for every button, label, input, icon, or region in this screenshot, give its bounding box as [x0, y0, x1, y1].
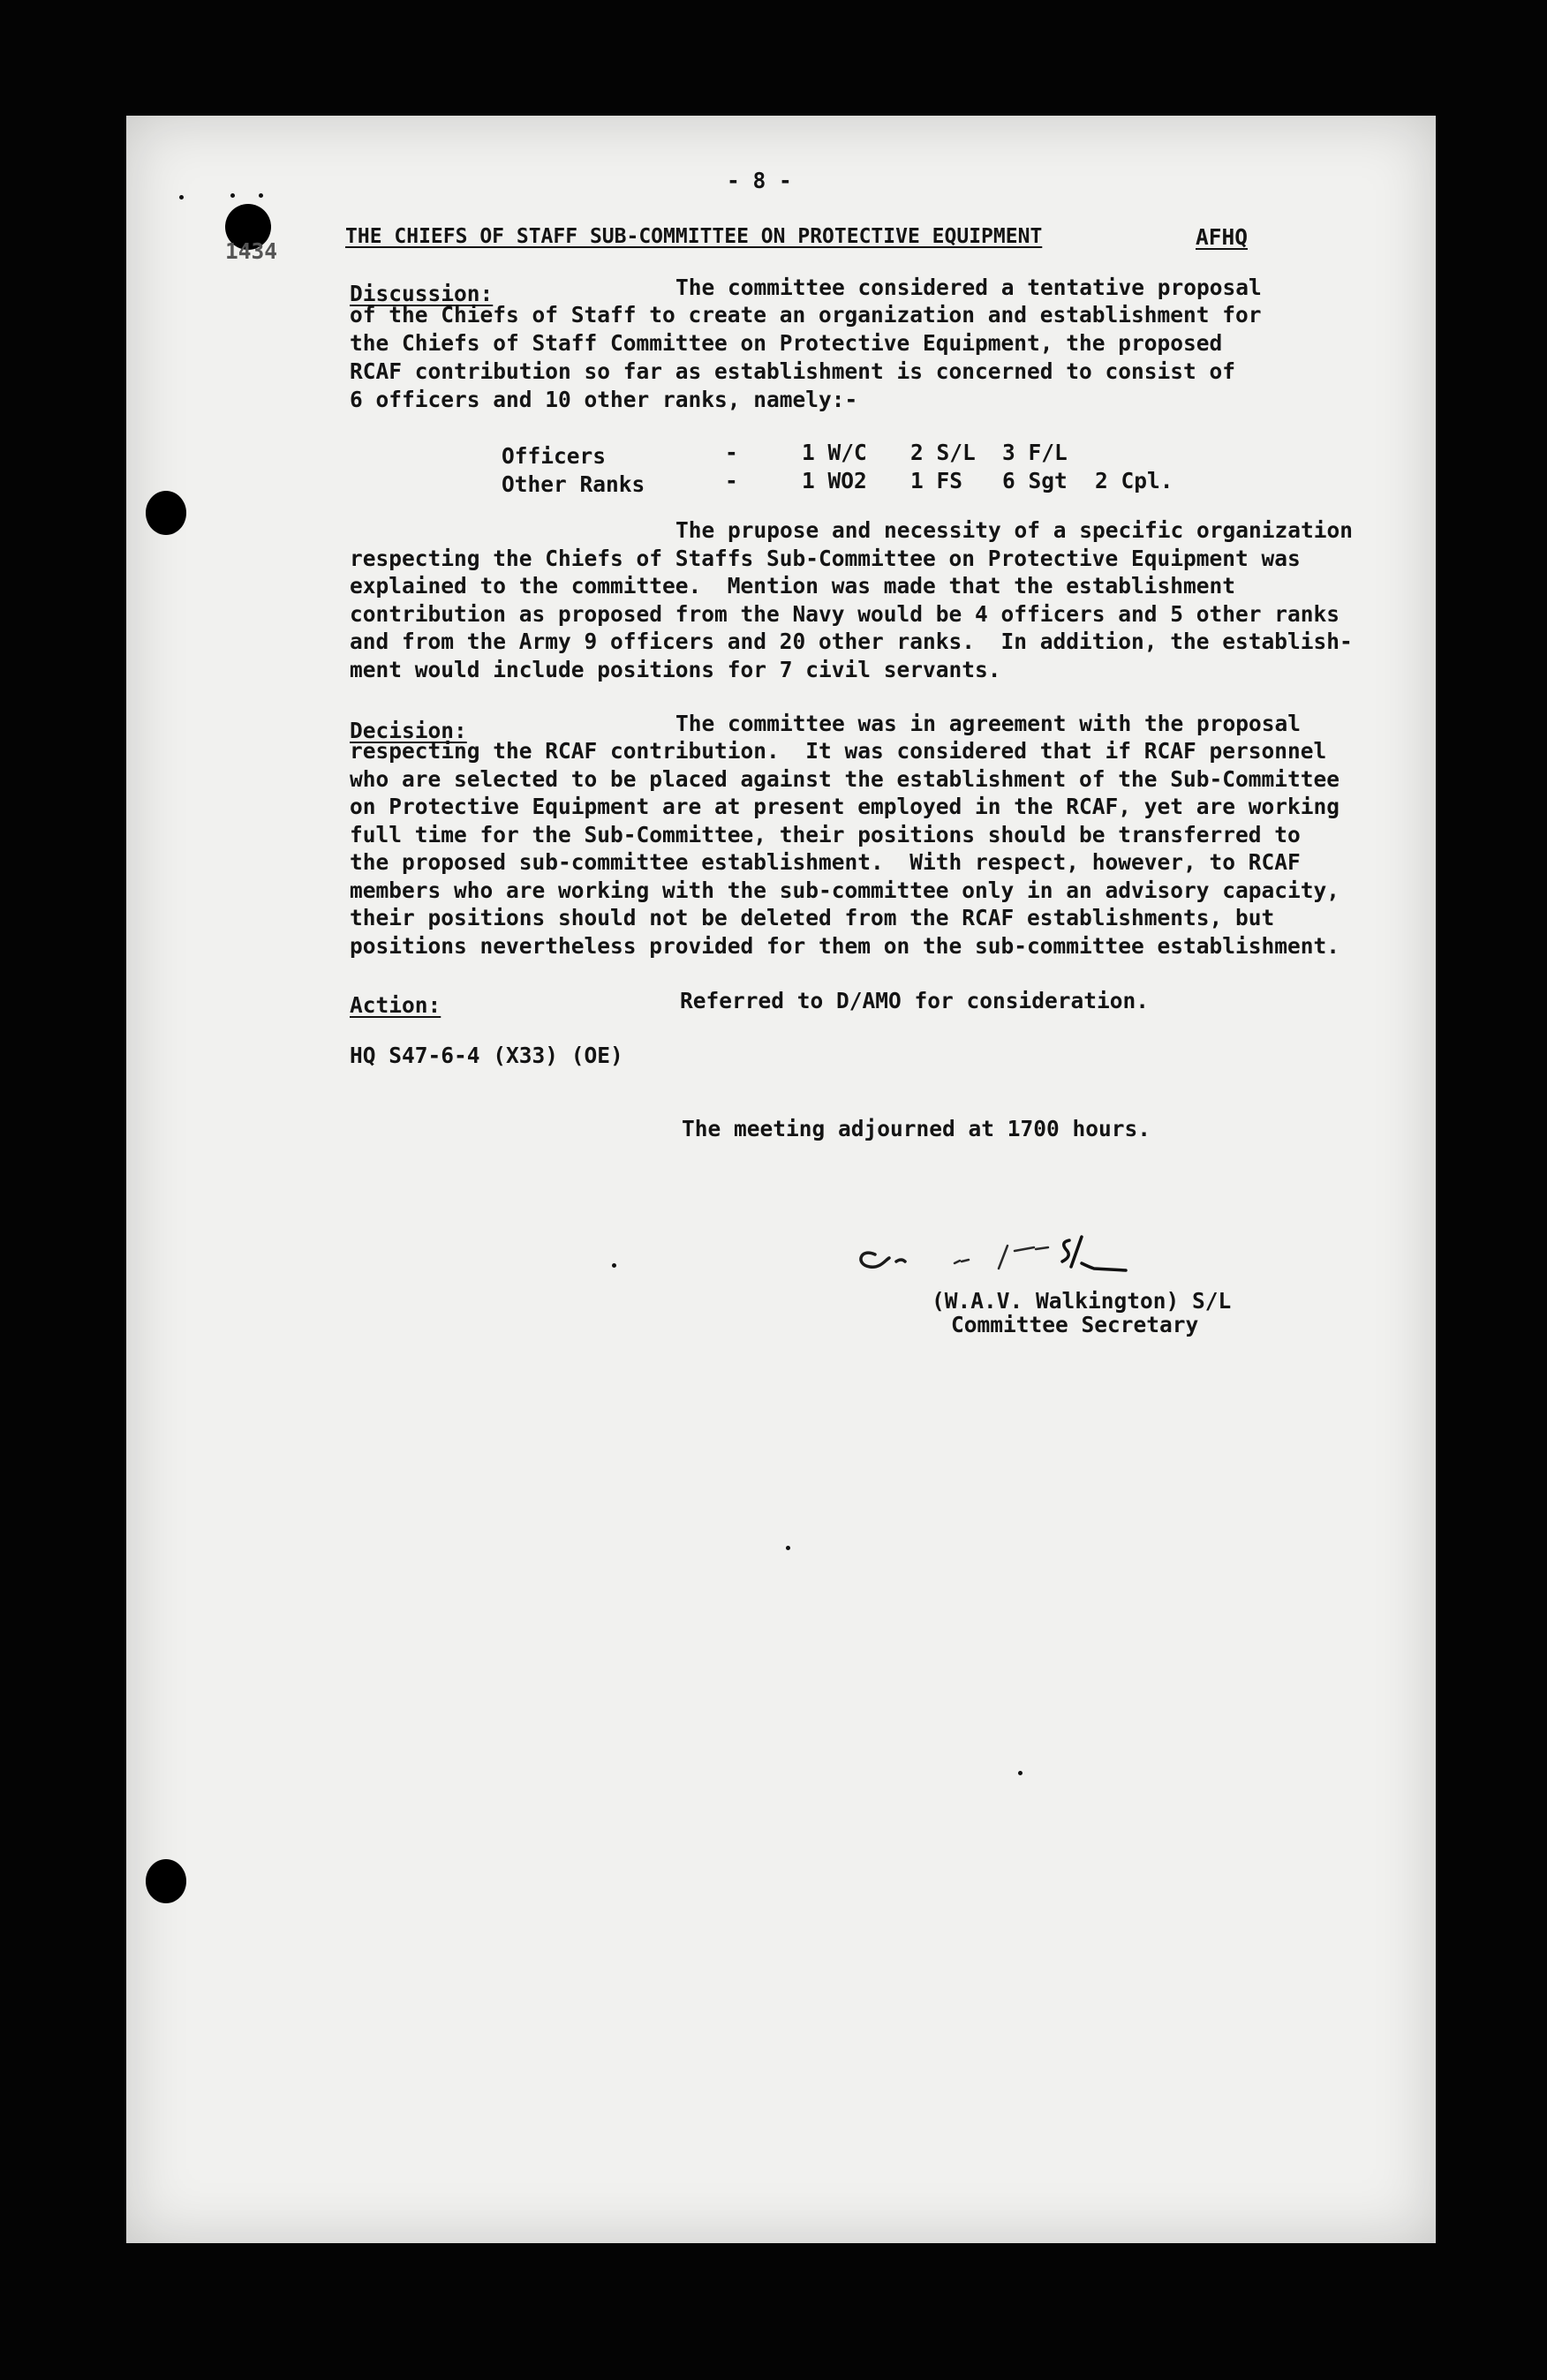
discussion-line: RCAF contribution so far as establishment is concerned to consist of — [350, 358, 1236, 384]
row-cell: 1 FS — [910, 468, 963, 493]
decision-line: respecting the RCAF contribution. It was considered that if RCAF personnel — [350, 738, 1327, 764]
paragraph-line: respecting the Chiefs of Staffs Sub-Committee on Protective Equipment was — [350, 546, 1301, 571]
row-dash: - — [725, 468, 738, 493]
paragraph-line: and from the Army 9 officers and 20 other ranks. In addition, the establish- — [350, 629, 1353, 654]
document-title: THE CHIEFS OF STAFF SUB-COMMITTEE ON PROTECTIVE EQUIPMENT — [345, 225, 1043, 248]
item-number: 1434 — [225, 238, 278, 264]
speck — [259, 193, 263, 198]
speck — [786, 1546, 790, 1550]
discussion-line: The committee considered a tentative proposal — [675, 275, 1262, 300]
row-cell: 2 Cpl. — [1095, 468, 1173, 493]
row-label: Other Ranks — [502, 471, 645, 497]
decision-line: who are selected to be placed against the establishment of the Sub-Committee — [350, 766, 1340, 792]
file-reference: HQ S47-6-4 (X33) (OE) — [350, 1043, 623, 1068]
header-tag: AFHQ — [1196, 224, 1249, 250]
punch-hole-middle — [146, 491, 186, 535]
decision-line: members who are working with the sub-committee only in an advisory capacity, — [350, 877, 1340, 903]
decision-line: their positions should not be deleted from the RCAF establishments, but — [350, 905, 1275, 930]
handwritten-signature — [850, 1228, 1133, 1290]
signatory-role: Committee Secretary — [951, 1312, 1199, 1337]
action-text: Referred to D/AMO for consideration. — [680, 988, 1150, 1013]
speck — [612, 1263, 616, 1268]
page-number: - 8 - — [727, 168, 792, 193]
row-cell: 1 W/C — [802, 440, 867, 465]
row-cell: 3 F/L — [1002, 440, 1068, 465]
decision-line: the proposed sub-committee establishment. With respect, however, to RCAF — [350, 849, 1301, 875]
speck — [230, 193, 235, 198]
signatory-name: (W.A.V. Walkington) S/L — [932, 1288, 1232, 1314]
adjournment-note: The meeting adjourned at 1700 hours. — [682, 1116, 1151, 1141]
action-label: Action: — [350, 992, 441, 1018]
discussion-line: the Chiefs of Staff Committee on Protective Equipment, the proposed — [350, 330, 1223, 356]
row-dash: - — [725, 440, 738, 465]
decision-line: The committee was in agreement with the proposal — [675, 711, 1302, 736]
discussion-line: 6 officers and 10 other ranks, namely:- — [350, 387, 858, 412]
speck — [1018, 1771, 1023, 1775]
paragraph-line: contribution as proposed from the Navy would be 4 officers and 5 other ranks — [350, 601, 1340, 627]
paragraph-line: The prupose and necessity of a specific organization — [675, 517, 1354, 543]
document-page — [126, 116, 1436, 2243]
row-label: Officers — [502, 443, 607, 469]
row-cell: 6 Sgt — [1002, 468, 1068, 493]
discussion-line: of the Chiefs of Staff to create an organization and establishment for — [350, 302, 1262, 328]
row-cell: 1 WO2 — [802, 468, 867, 493]
punch-hole-bottom — [146, 1859, 186, 1903]
speck — [179, 195, 184, 200]
decision-line: on Protective Equipment are at present employed in the RCAF, yet are working — [350, 794, 1340, 819]
row-cell: 2 S/L — [910, 440, 976, 465]
discussion-label: Discussion: — [350, 281, 494, 306]
decision-line: full time for the Sub-Committee, their positions should be transferred to — [350, 822, 1301, 847]
paragraph-line: ment would include positions for 7 civil servants. — [350, 657, 1001, 682]
decision-line: positions nevertheless provided for them on the sub-committee establishment. — [350, 933, 1340, 959]
paragraph-line: explained to the committee. Mention was made that the establishment — [350, 573, 1236, 599]
decision-label: Decision: — [350, 718, 467, 743]
